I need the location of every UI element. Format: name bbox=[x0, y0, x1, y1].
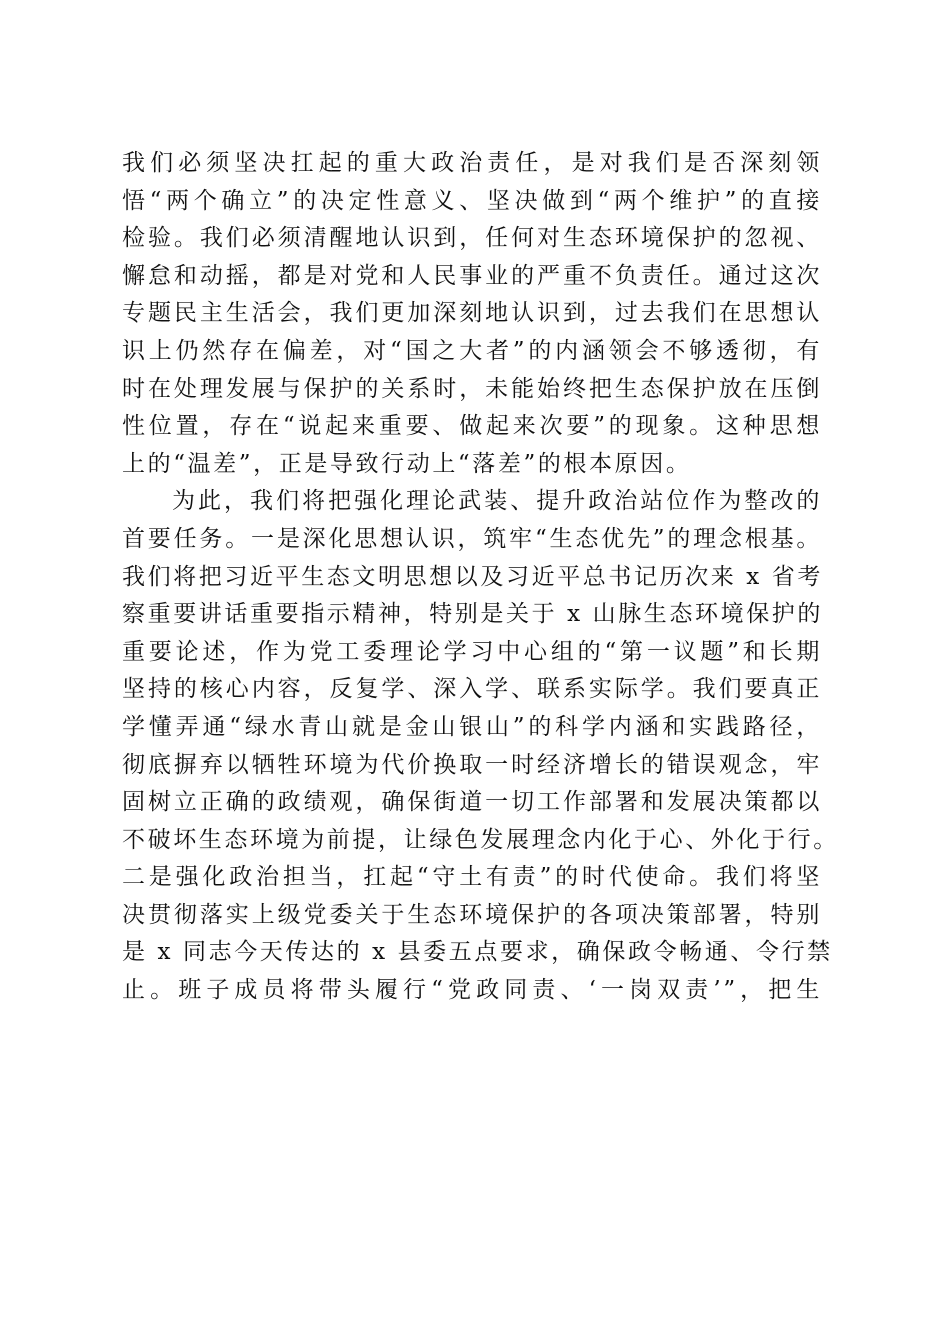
text-line: 决贯彻落实上级党委关于生态环境保护的各项决策部署，特别 bbox=[122, 901, 822, 928]
text-line: 时在处理发展与保护的关系时，未能始终把生态保护放在压倒 bbox=[122, 375, 822, 402]
text-line: 学懂弄通“绿水青山就是金山银山”的科学内涵和实践路径， bbox=[122, 713, 822, 740]
text-line: 我们将把习近平生态文明思想以及习近平总书记历次来 x 省考 bbox=[122, 563, 823, 590]
text-line: 我们必须坚决扛起的重大政治责任，是对我们是否深刻领 bbox=[122, 150, 822, 176]
text-line: 重要论述，作为党工委理论学习中心组的“第一议题”和长期 bbox=[122, 638, 822, 665]
document-body bbox=[122, 145, 839, 1010]
paragraph-1 bbox=[122, 145, 822, 483]
text-line: 专题民主生活会，我们更加深刻地认识到，过去我们在思想认 bbox=[122, 300, 822, 327]
text-line: 是 x 同志今天传达的 x 县委五点要求，确保政令畅通、令行禁 bbox=[122, 939, 833, 966]
text-line: 检验。我们必须清醒地认识到，任何对生态环境保护的忽视、 bbox=[122, 225, 822, 252]
text-line: 彻底摒弃以牺牲环境为代价换取一时经济增长的错误观念，牢 bbox=[122, 751, 822, 778]
paragraph-2 bbox=[122, 483, 839, 1009]
text-line: 懈怠和动摇，都是对党和人民事业的严重不负责任。通过这次 bbox=[122, 262, 822, 289]
text-line: 识上仍然存在偏差，对“国之大者”的内涵领会不够透彻，有 bbox=[122, 337, 822, 364]
text-line: 为此，我们将把强化理论武装、提升政治站位作为整改的 bbox=[172, 488, 822, 515]
text-line: 固树立正确的政绩观，确保街道一切工作部署和发展决策都以 bbox=[122, 789, 822, 816]
text-line: 二是强化政治担当，扛起“守土有责”的时代使命。我们将坚 bbox=[122, 864, 822, 891]
text-line: 止。班子成员将带头履行“党政同责、‘一岗双责’”，把生 bbox=[122, 977, 822, 1004]
text-line: 首要任务。一是深化思想认识，筑牢“生态优先”的理念根基。 bbox=[122, 525, 822, 552]
text-line: 性位置，存在“说起来重要、做起来次要”的现象。这种思想 bbox=[122, 413, 822, 440]
text-line: 不破坏生态环境为前提，让绿色发展理念内化于心、外化于行。 bbox=[122, 826, 839, 853]
text-line: 悟“两个确立”的决定性意义、坚决做到“两个维护”的直接 bbox=[122, 187, 822, 214]
text-line: 上的“温差”，正是导致行动上“落差”的根本原因。 bbox=[122, 450, 692, 477]
text-line: 察重要讲话重要指示精神，特别是关于 x 山脉生态环境保护的 bbox=[122, 601, 823, 628]
text-line: 坚持的核心内容，反复学、深入学、联系实际学。我们要真正 bbox=[122, 676, 822, 703]
